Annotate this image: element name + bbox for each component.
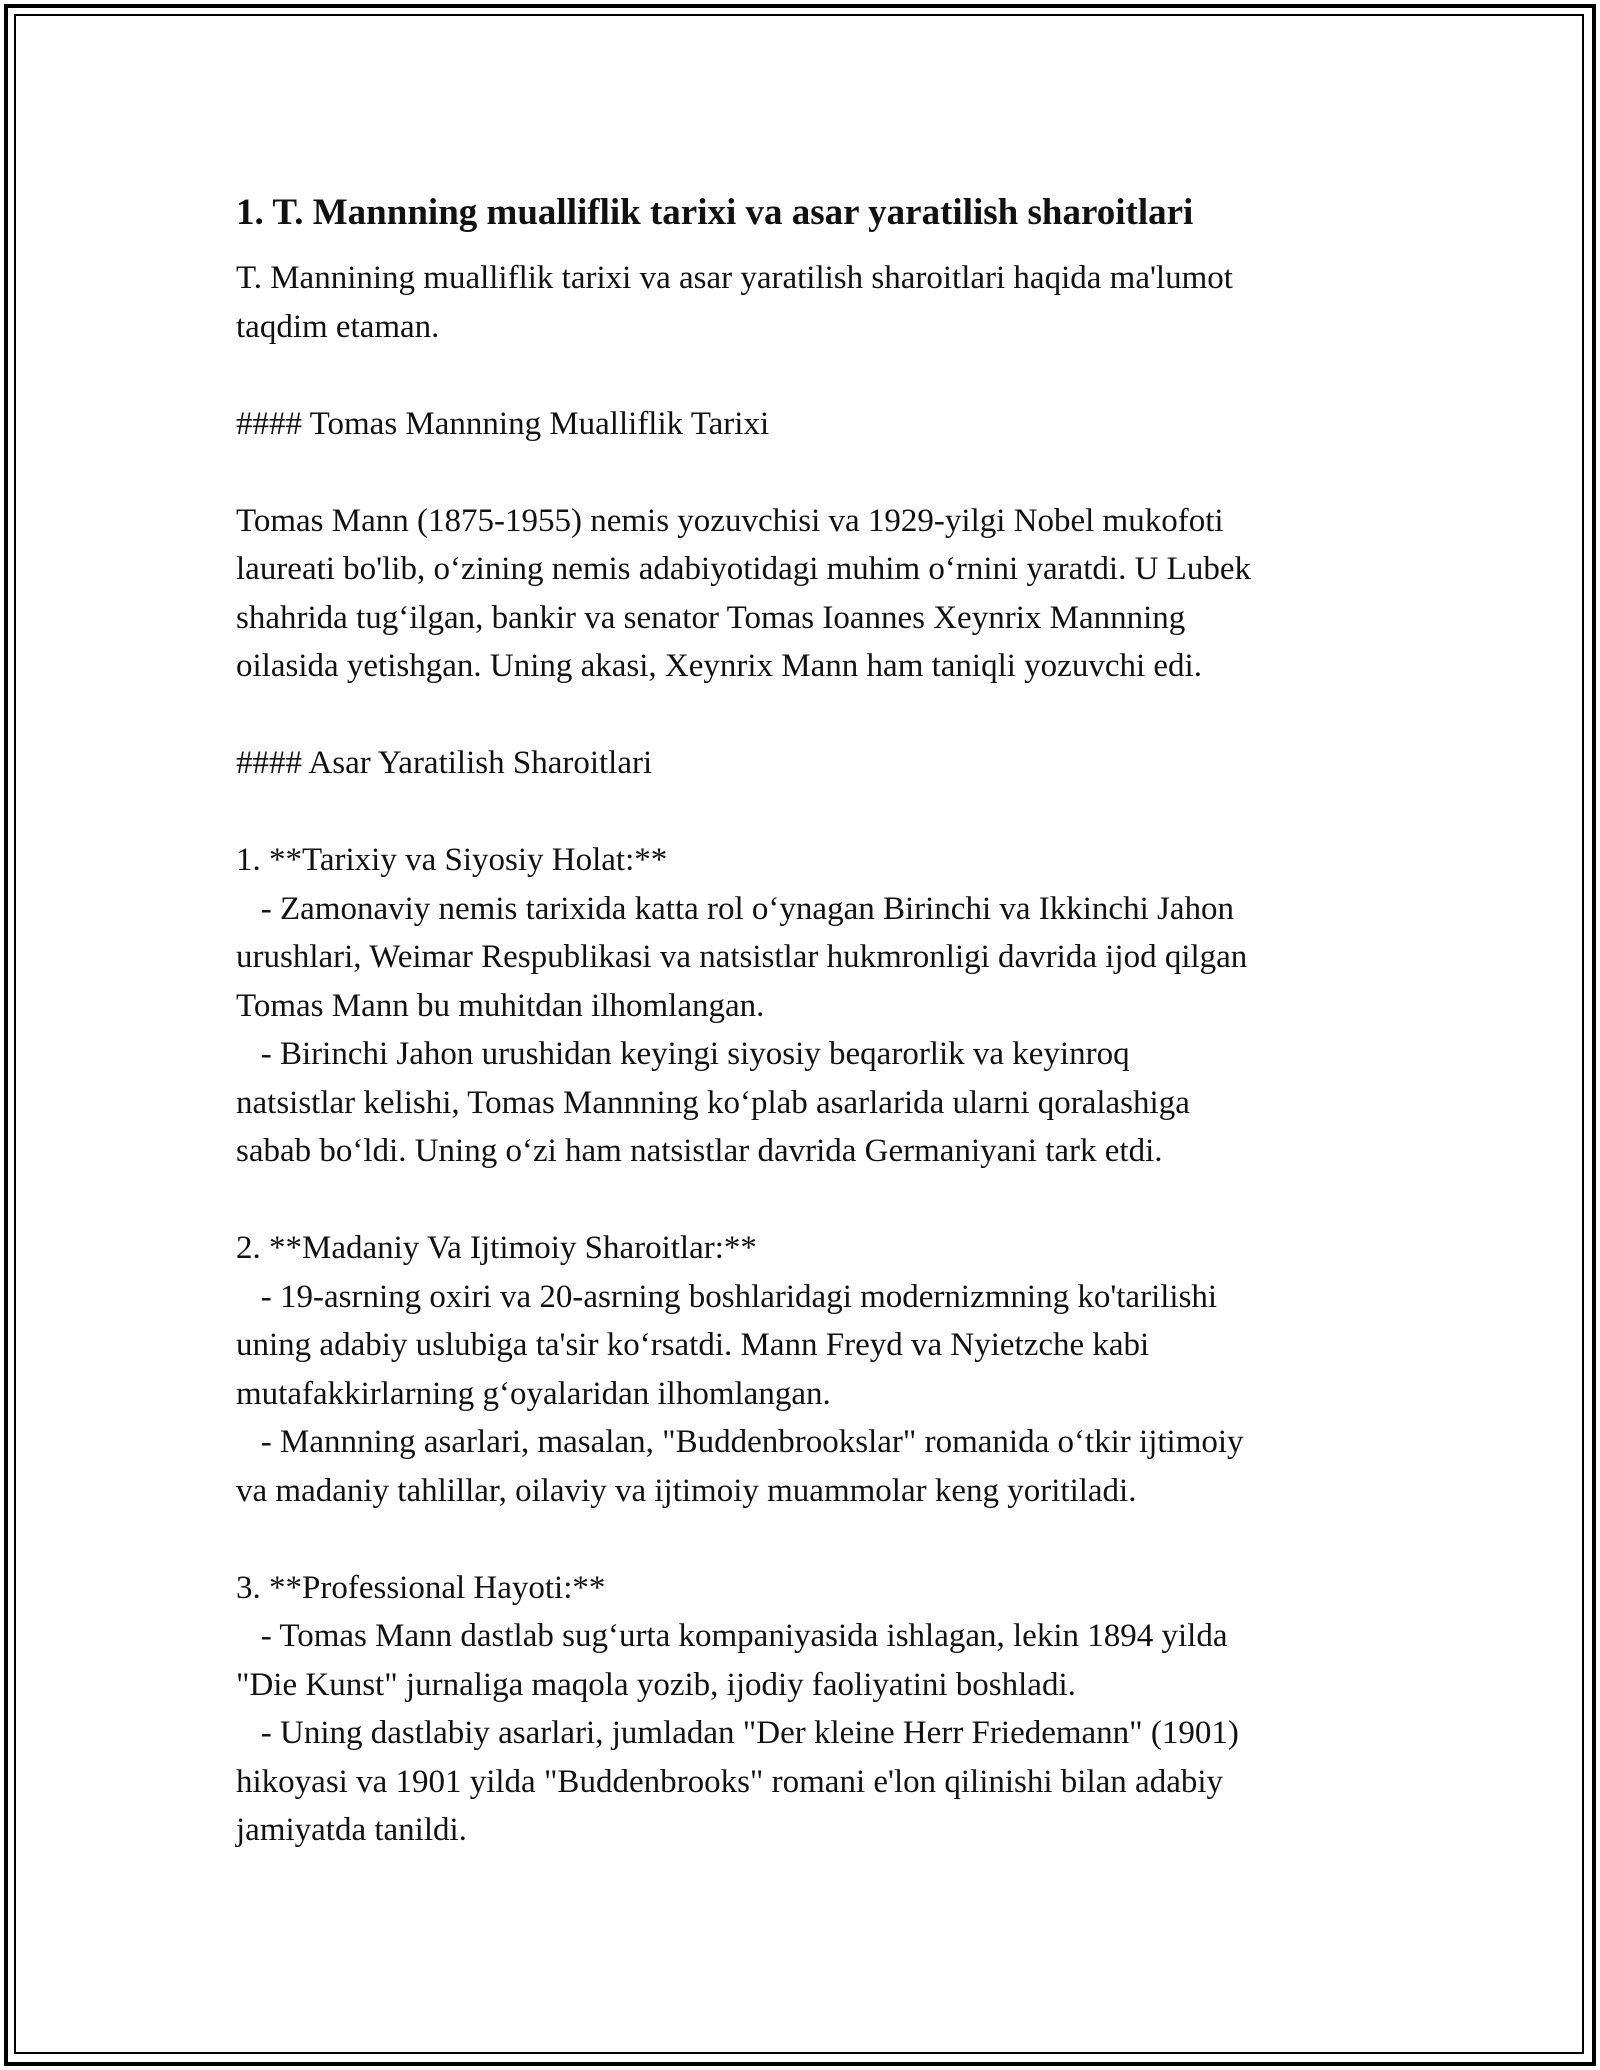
heading-conditions (236, 739, 1386, 788)
text-line: laureati bo'lib, o‘zining nemis adabiyotidagi muhim o‘rnini yaratdi. U Lubek (236, 551, 1251, 587)
text-line: urushlari, Weimar Respublikasi va natsistlar hukmronligi davrida ijod qilgan (236, 939, 1248, 975)
section-cultural-social (236, 1224, 1386, 1515)
text-line: "Die Kunst" jurnaliga maqola yozib, ijodiy faoliyatini boshladi. (236, 1666, 1076, 1703)
document-body (236, 185, 1386, 1855)
section-historical-political (236, 836, 1386, 1176)
document-title: 1. T. Mannning mualliflik tarixi va asar yaratilish sharoitlari (236, 192, 1194, 233)
author-paragraph (236, 497, 1386, 691)
text-line: 3. **Professional Hayoti:** (236, 1569, 606, 1606)
text-line: sabab bo‘ldi. Uning o‘zi ham natsistlar davrida Germaniyani tark etdi. (236, 1133, 1163, 1169)
text-line: hikoyasi va 1901 yilda "Buddenbrooks" romani e'lon qilinishi bilan adabiy (236, 1763, 1224, 1800)
section-professional-life (236, 1564, 1386, 1855)
text-line: - Birinchi Jahon urushidan keyingi siyosiy beqarorlik va keyinroq (236, 1036, 1130, 1072)
text-line: 1. **Tarixiy va Siyosiy Holat:** (236, 842, 668, 878)
text-line: jamiyatda tanildi. (236, 1812, 467, 1848)
text-line: mutafakkirlarning g‘oyalaridan ilhomlangan. (236, 1375, 831, 1412)
text-line: oilasida yetishgan. Uning akasi, Xeynrix Mann ham taniqli yozuvchi edi. (236, 648, 1202, 684)
text-line: - 19-asrning oxiri va 20-asrning boshlaridagi modernizmning ko'tarilishi (236, 1278, 1218, 1315)
text-line: taqdim etaman. (236, 308, 440, 345)
heading-author (236, 400, 1386, 449)
text-line: natsistlar kelishi, Tomas Mannning ko‘plab asarlarida ularni qoralashiga (236, 1084, 1190, 1121)
text-line: Tomas Mann (1875-1955) nemis yozuvchisi va 1929-yilgi Nobel mukofoti (236, 502, 1224, 539)
text-line: - Tomas Mann dastlab sug‘urta kompaniyasida ishlagan, lekin 1894 yilda (236, 1618, 1228, 1654)
text-line: 2. **Madaniy Va Ijtimoiy Sharoitlar:** (236, 1230, 757, 1266)
text-line: - Uning dastlabiy asarlari, jumladan "Der kleine Herr Friedemann" (1901) (236, 1715, 1239, 1751)
text-line: - Mannning asarlari, masalan, "Buddenbrookslar" romanida o‘tkir ijtimoiy (236, 1424, 1244, 1460)
text-line: shahrida tug‘ilgan, bankir va senator Tomas Ioannes Xeynrix Mannning (236, 599, 1186, 636)
text-line: uning adabiy uslubiga ta'sir ko‘rsatdi. Mann Freyd va Nyietzche kabi (236, 1327, 1150, 1363)
text-line: - Zamonaviy nemis tarixida katta rol o‘ynagan Birinchi va Ikkinchi Jahon (236, 890, 1234, 927)
text-line: #### Tomas Mannning Mualliflik Tarixi (236, 405, 770, 442)
text-line: va madaniy tahlillar, oilaviy va ijtimoiy muammolar keng yoritiladi. (236, 1472, 1137, 1509)
intro-paragraph (236, 254, 1386, 351)
text-line: Tomas Mann bu muhitdan ilhomlangan. (236, 987, 765, 1024)
text-line: T. Mannining mualliflik tarixi va asar yaratilish sharoitlari haqida ma'lumot (236, 260, 1233, 296)
text-line: #### Asar Yaratilish Sharoitlari (236, 745, 653, 781)
